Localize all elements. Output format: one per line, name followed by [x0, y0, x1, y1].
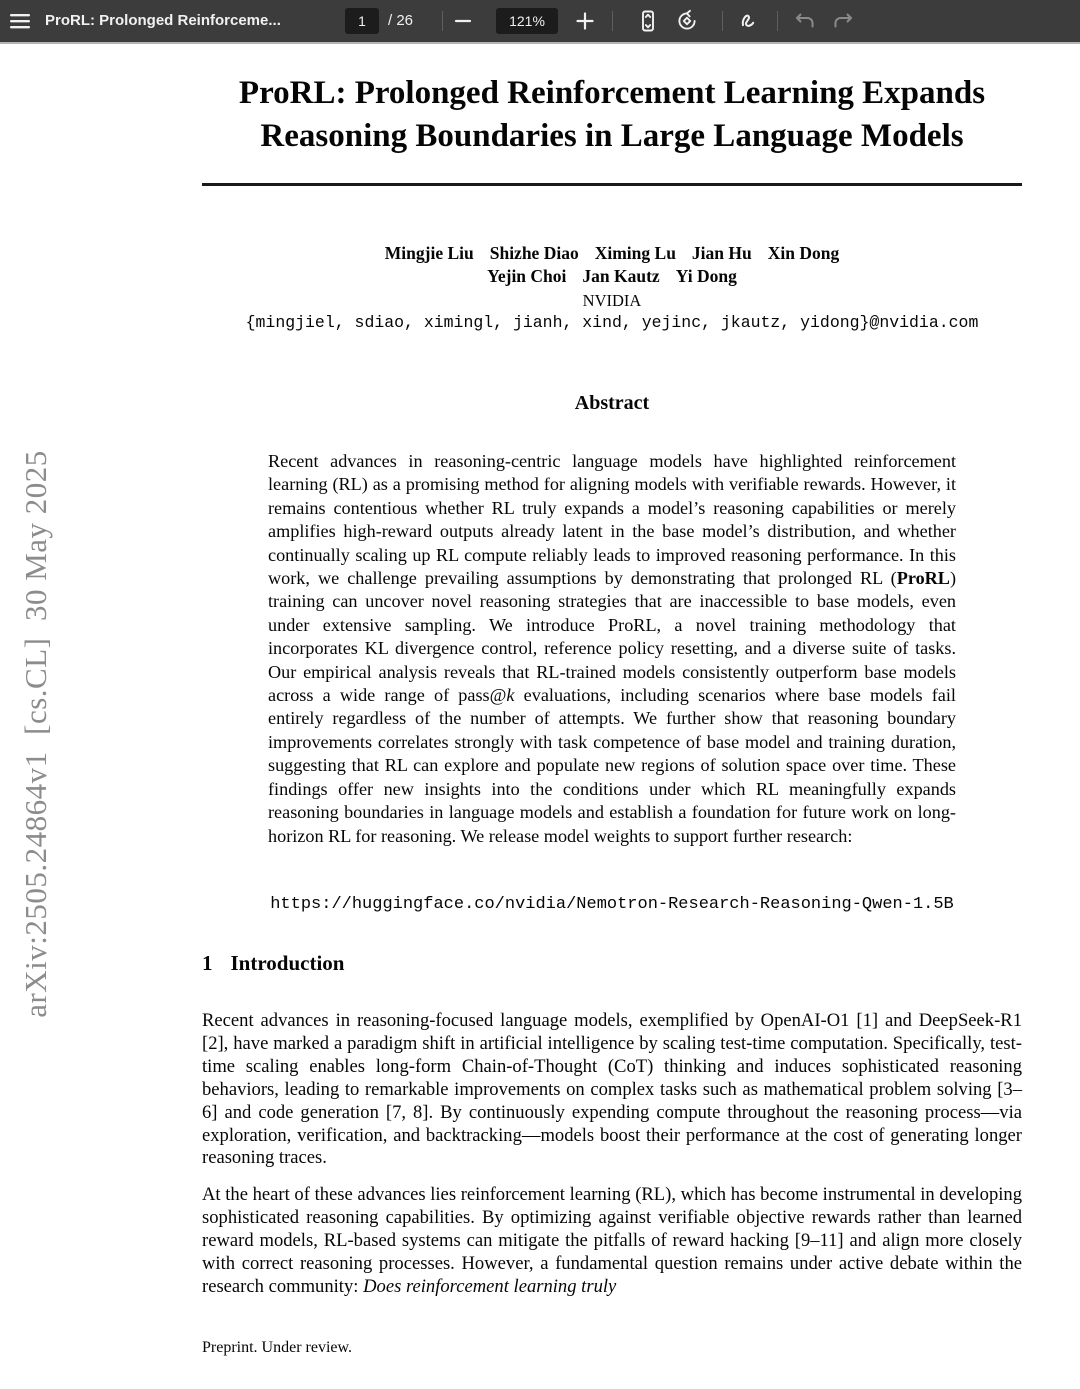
toolbar-divider: [777, 11, 778, 31]
author-name: Jian Hu: [691, 243, 752, 263]
fit-page-button[interactable]: [635, 9, 661, 33]
undo-button[interactable]: [792, 9, 818, 33]
annotate-button[interactable]: [737, 9, 763, 33]
author-name: Mingjie Liu: [384, 243, 474, 263]
pdf-page: [0, 44, 1080, 1389]
author-name: Yejin Choi: [487, 266, 567, 286]
toolbar-divider: [722, 11, 723, 31]
author-emails: {mingjiel, sdiao, ximingl, jianh, xind, yejinc, jkautz, yidong}@nvidia.com: [245, 313, 979, 332]
rotate-icon: [675, 21, 699, 36]
section-heading-introduction: [202, 951, 344, 976]
author-name: Shizhe Diao: [489, 243, 579, 263]
hamburger-icon: [9, 20, 31, 35]
affiliation: NVIDIA: [582, 291, 642, 310]
minus-icon: [451, 21, 475, 36]
pen-icon: [738, 21, 762, 36]
arxiv-watermark: arXiv:2505.24864v1 [cs.CL] 30 May 2025: [18, 450, 53, 1018]
fit-page-icon: [636, 21, 660, 36]
plus-icon: [573, 21, 597, 36]
author-name: Jan Kautz: [582, 266, 660, 286]
paper-content: [202, 44, 1022, 1389]
menu-button[interactable]: [8, 10, 32, 32]
abstract-text: Recent advances in reasoning-centric language models have highlighted reinforcement learning (RL) as a promising method for aligning models with verifiable rewards. However, it remains contentious whether RL truly expands a model’s reasoning capabilities or merely amplifies high-reward outputs already latent in the base model’s distribution, and whether continually scaling up RL compute reliably leads to improved reasoning performance. In this work, we challenge prevailing assumptions by demonstrating that prolonged RL (ProRL) training can uncover novel reasoning strategies that are inaccessible to base models, even under extensive sampling. We introduce ProRL, a novel training methodology that incorporates KL divergence control, reference policy resetting, and a diverse suite of tasks. Our empirical analysis reveals that RL-trained models consistently outperform base models across a wide range of pass@k evaluations, including scenarios where base models fail entirely regardless of the number of attempts. We further show that reasoning boundary improvements correlates strongly with task competence of base model and training duration, suggesting that RL can explore and populate new regions of solution space over time. These findings offer new insights into the conditions under which RL meaningfully expands reasoning boundaries in language models and establish a foundation for future work on long-horizon RL for reasoning. We release model weights to support further research:: [268, 451, 956, 846]
page-number-input[interactable]: 1: [345, 8, 379, 34]
title-rule: [202, 183, 1022, 186]
section-number: 1: [202, 951, 213, 975]
document-title: ProRL: Prolonged Reinforceme...: [45, 12, 281, 29]
zoom-out-button[interactable]: [450, 9, 476, 33]
page-count-label: / 26: [388, 12, 414, 29]
intro-paragraph-1: Recent advances in reasoning-focused language models, exemplified by OpenAI-O1 [1] and DeepSeek-R1 [2], have marked a paradigm shift in artificial intelligence by scaling test-time computation. Specifically, test-time scaling enables long-form Chain-of-Thought (CoT) thinking and induces sophisticated reasoning behaviors, leading to remarkable improvements on complex tasks such as mathematical problem solving [3–6] and code generation [7, 8]. By continuously expending compute throughout the reasoning process—via exploration, verification, and backtracking—models boost their performance at the cost of generating longer reasoning traces.: [202, 1010, 1022, 1169]
toolbar-divider: [612, 11, 613, 31]
pdf-viewer-toolbar: [0, 0, 1080, 44]
redo-button[interactable]: [830, 9, 856, 33]
abstract-heading: Abstract: [574, 392, 650, 414]
paper-title-line2: Reasoning Boundaries in Large Language Models: [260, 118, 964, 154]
footer-note: Preprint. Under review.: [202, 1339, 353, 1356]
zoom-in-button[interactable]: [572, 9, 598, 33]
author-name: Xin Dong: [767, 243, 840, 263]
zoom-level[interactable]: 121%: [496, 8, 558, 34]
rotate-button[interactable]: [674, 9, 700, 33]
author-list-row2: [202, 266, 1022, 287]
intro-paragraph-2: At the heart of these advances lies reinforcement learning (RL), which has become instrumental in developing sophisticated reasoning capabilities. By optimizing against verifiable objective rewards rather than learned reward models, RL-based systems can mitigate the pitfalls of reward hacking [9–11] and align more closely with correct reasoning processes. However, a fundamental question remains under active debate within the research community: Does reinforcement learning truly: [202, 1184, 1022, 1297]
author-list-row1: [202, 243, 1022, 264]
paper-title-line1: ProRL: Prolonged Reinforcement Learning Expands: [238, 75, 986, 111]
section-title: Introduction: [230, 951, 345, 975]
model-url-link[interactable]: https://huggingface.co/nvidia/Nemotron-Research-Reasoning-Qwen-1.5B: [270, 895, 954, 914]
paper-title: [202, 72, 1022, 158]
author-name: Yi Dong: [675, 266, 737, 286]
author-name: Ximing Lu: [594, 243, 676, 263]
undo-icon: [793, 21, 817, 36]
toolbar-divider: [442, 11, 443, 31]
redo-icon: [831, 21, 855, 36]
